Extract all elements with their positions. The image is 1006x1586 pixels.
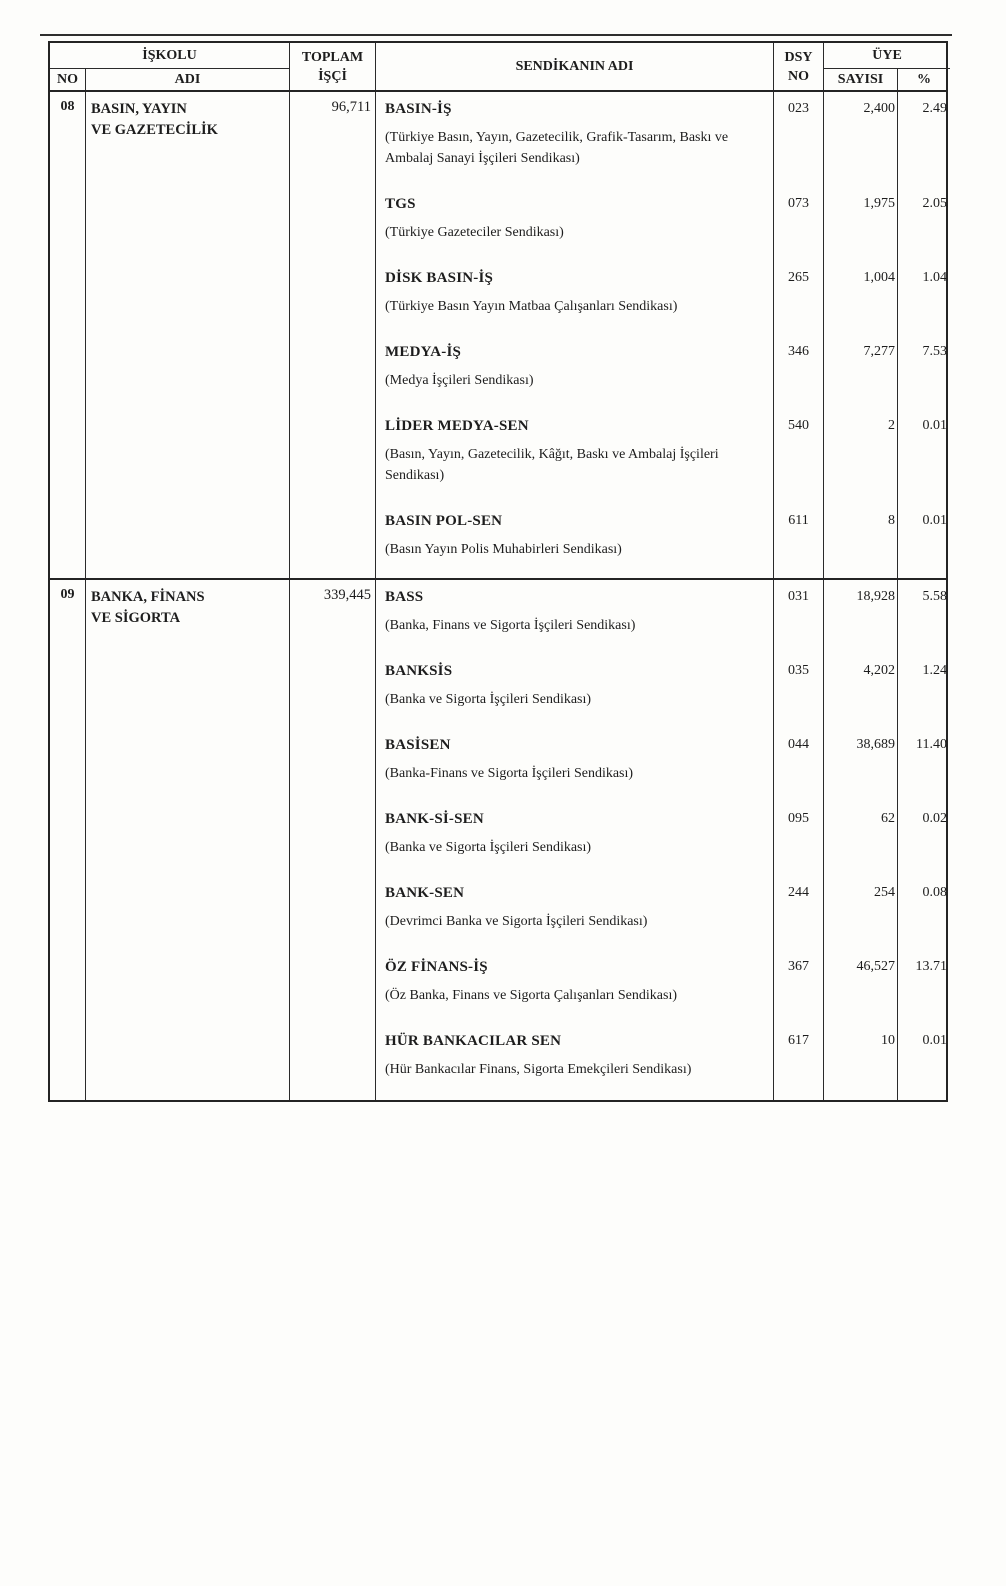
industry-name-line2: VE GAZETECİLİK [91,122,218,138]
union-member-percent: 0.01 [922,513,947,528]
union-row [376,92,950,187]
union-row [376,580,950,654]
union-dsy-no: 031 [774,580,824,654]
union-member-count: 46,527 [824,950,898,1024]
union-dsy-no: 023 [774,92,824,187]
union-dsy-no: 367 [774,950,824,1024]
union-full-name: (Öz Banka, Finans ve Sigorta Çalışanları Sendikası) [385,988,677,1003]
union-full-name: (Türkiye Basın Yayın Matbaa Çalışanları Sendikası) [385,299,678,314]
union-row [376,1024,950,1100]
table-header [50,43,946,92]
union-member-percent: 7.53 [922,344,947,359]
union-short-name: BANKSİS [385,663,453,679]
union-short-name: HÜR BANKACILAR SEN [385,1033,562,1049]
union-member-percent: 0.08 [922,885,947,900]
union-list [376,580,950,1100]
industry-name [86,92,290,578]
union-member-percent: 0.01 [922,1033,947,1048]
industry-name-line1: BASIN, YAYIN [91,101,187,117]
union-member-percent: 2.49 [922,101,947,116]
union-member-count: 2 [824,409,898,504]
union-member-count: 38,689 [824,728,898,802]
union-row [376,504,950,578]
union-member-count: 62 [824,802,898,876]
union-short-name: TGS [385,196,416,212]
union-full-name: (Banka ve Sigorta İşçileri Sendikası) [385,692,592,707]
union-member-count: 2,400 [824,92,898,187]
industry-name [86,580,290,1100]
union-dsy-no: 346 [774,335,824,409]
header-member-count: SAYISI [824,69,898,90]
industry-group-row [50,580,946,1100]
industry-group-row [50,92,946,580]
header-iskolu: İŞKOLU [50,43,290,69]
union-dsy-no: 244 [774,876,824,950]
union-full-name: (Basın Yayın Polis Muhabirleri Sendikası) [385,542,622,557]
union-dsy-no: 035 [774,654,824,728]
union-short-name: LİDER MEDYA-SEN [385,418,529,434]
union-member-percent: 0.01 [922,418,947,433]
header-member-percent: % [917,71,931,87]
union-row [376,876,950,950]
header-union-name: SENDİKANIN ADI [376,43,774,90]
header-total-workers [290,43,376,90]
union-member-count: 18,928 [824,580,898,654]
union-row [376,950,950,1024]
scan-top-rule [40,34,952,36]
union-full-name: (Banka, Finans ve Sigorta İşçileri Sendikası) [385,618,636,633]
header-dsy-no [774,43,824,90]
union-short-name: BANK-SEN [385,885,465,901]
union-dsy-no: 540 [774,409,824,504]
union-member-count: 1,975 [824,187,898,261]
union-full-name: (Türkiye Basın, Yayın, Gazetecilik, Grafik-Tasarım, Baskı ve Ambalaj Sanayi İşçileri Sendikası) [385,130,729,166]
union-member-percent: 5.58 [922,589,947,604]
union-short-name: BASS [385,589,424,605]
union-dsy-no: 265 [774,261,824,335]
header-dsy-line2: NO [788,68,809,84]
union-dsy-no: 617 [774,1024,824,1100]
union-member-percent: 1.24 [922,663,947,678]
union-full-name: (Banka ve Sigorta İşçileri Sendikası) [385,840,592,855]
union-row [376,261,950,335]
industry-no: 08 [50,92,86,578]
union-member-count: 10 [824,1024,898,1100]
industry-total-workers: 96,711 [290,92,376,578]
union-row [376,187,950,261]
header-industry-name: ADI [86,69,290,90]
union-row [376,654,950,728]
union-row [376,802,950,876]
union-full-name: (Medya İşçileri Sendikası) [385,373,534,388]
union-short-name: ÖZ FİNANS-İŞ [385,959,488,975]
union-member-percent: 2.05 [922,196,947,211]
union-full-name: (Hür Bankacılar Finans, Sigorta Emekçileri Sendikası) [385,1062,692,1077]
union-member-percent: 1.04 [922,270,947,285]
union-short-name: DİSK BASIN-İŞ [385,270,494,286]
union-full-name: (Devrimci Banka ve Sigorta İşçileri Sendikası) [385,914,648,929]
union-member-count: 7,277 [824,335,898,409]
union-full-name: (Basın, Yayın, Gazetecilik, Kâğıt, Baskı ve Ambalaj İşçileri Sendikası) [385,447,719,483]
union-member-count: 1,004 [824,261,898,335]
union-member-percent: 0.02 [922,811,947,826]
union-full-name: (Banka-Finans ve Sigorta İşçileri Sendikası) [385,766,634,781]
industry-name-line2: VE SİGORTA [91,610,181,626]
union-short-name: BASİSEN [385,737,451,753]
union-member-percent: 13.71 [915,959,947,974]
union-dsy-no: 073 [774,187,824,261]
union-row [376,335,950,409]
union-row [376,409,950,504]
union-statistics-table [48,41,948,1102]
header-industry-no: NO [50,69,86,90]
union-short-name: BASIN POL-SEN [385,513,503,529]
union-row [376,728,950,802]
union-dsy-no: 611 [774,504,824,578]
union-member-count: 8 [824,504,898,578]
header-dsy-line1: DSY [784,49,813,65]
union-list [376,92,950,578]
union-member-percent: 11.40 [916,737,947,752]
union-dsy-no: 044 [774,728,824,802]
industry-no: 09 [50,580,86,1100]
union-short-name: BANK-Sİ-SEN [385,811,484,827]
union-full-name: (Türkiye Gazeteciler Sendikası) [385,225,564,240]
industry-name-line1: BANKA, FİNANS [91,589,205,605]
union-member-count: 4,202 [824,654,898,728]
union-dsy-no: 095 [774,802,824,876]
union-member-count: 254 [824,876,898,950]
header-member: ÜYE [824,43,950,69]
union-short-name: BASIN-İŞ [385,101,452,117]
header-total-workers-line2: İŞÇİ [318,68,347,84]
header-total-workers-line1: TOPLAM [301,49,364,65]
industry-total-workers: 339,445 [290,580,376,1100]
union-short-name: MEDYA-İŞ [385,344,462,360]
